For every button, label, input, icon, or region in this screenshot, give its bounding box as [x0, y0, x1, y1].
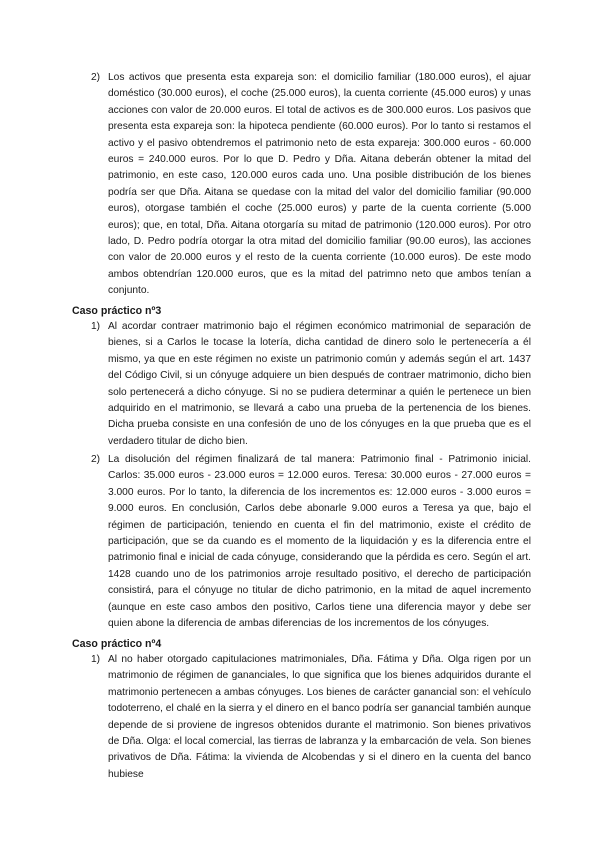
list-item — [91, 452, 531, 632]
list-number: 2) — [91, 454, 101, 465]
paragraph: La disolución del régimen finalizará de tal manera: Patrimonio final - Patrimonio inicial. Carlos: 35.000 euros - 23.000 euros = 12.000 euros. Teresa: 30.000 euros - 27.000 euros = 3.000 euros. Por lo tanto, la diferencia de los incrementos es: 12.000 euros - 3.000 euros = 9.000 euros. En conclusión, Carlos debe abonarle 9.000 euros a Teresa ya que, bajo el régimen de participación, teniendo en cuenta el fin del matrimonio, existe el crédito de participación, que se da cuando es el momento de la liquidación y es la diferencia entre el patrimonio final e inicial de cada cónyuge, considerando que la pérdida es cero. Según el art. 1428 cuando uno de los patrimonios arroje resultado positivo, el derecho de participación consistirá, para el cónyuge no titular de dicho patrimonio, en la mitad de aquel incremento (aunque en este caso ambos den positivo, Carlos tiene una diferencia mayor y debe ser quien abone la diferencia de ambas diferencias de los incrementos de los cónyuges. — [108, 454, 531, 630]
paragraph: Al no haber otorgado capitulaciones matrimoniales, Dña. Fátima y Dña. Olga rigen por un matrimonio de régimen de gananciales, lo que significa que los bienes adquiridos durante el matrimonio pertenecen a ambas cónyuges. Los bienes de carácter ganancial son: el vehículo todoterreno, el chalé en la sierra y el dinero en el banco podría ser ganancial también aunque depende de si proviene de ingresos obtenidos durante el matrimonio. Son bienes privativos de Dña. Olga: el local comercial, las tierras de labranza y la embarcación de vela. Son bienes privativos de Dña. Fátima: la vivienda de Alcobendas y si el dinero en la cuenta del banco hubiese — [108, 654, 531, 780]
list-item — [91, 652, 531, 783]
section-heading: Caso práctico nº3 — [72, 305, 162, 317]
paragraph: Al acordar contraer matrimonio bajo el régimen económico matrimonial de separación de bienes, si a Carlos le tocase la lotería, dicha cantidad de dinero solo le pertenecería a él mismo, ya que en este régimen no existe un patrimonio común y además según el art. 1437 del Código Civil, si un cónyuge adquiere un bien después de contraer matrimonio, dicho bien solo pertenecerá a dicho cónyuge. Si no se pudiera determinar a quién le pertenece un bien adquirido en el matrimonio, se llevará a cabo una prueba de la pertenencia de los bienes. Dicha prueba consiste en una confesión de uno de los cónyuges en la que prueba que es el verdadero titular de dicho bien. — [108, 321, 531, 447]
list-item — [91, 70, 531, 300]
section-heading: Caso práctico nº4 — [72, 638, 162, 650]
list-number: 1) — [91, 654, 101, 665]
paragraph: Los activos que presenta esta expareja son: el domicilio familiar (180.000 euros), el ajuar doméstico (30.000 euros), el coche (25.000 euros), la cuenta corriente (45.000 euros) y unas acciones con valor de 20.000 euros. El total de activos es de 300.000 euros. Los pasivos que presenta esta expareja son: la hipoteca pendiente (60.000 euros). Por lo tanto si restamos el activo y el pasivo obtendremos el patrimonio neto de esta expareja: 300.000 euros - 60.000 euros = 240.000 euros. Por lo que D. Pedro y Dña. Aitana deberán obtener la mitad del patrimonio, en este caso, 120.000 euros cada uno. Una posible distribución de los bienes podría ser que Dña. Aitana se quedase con la mitad del valor del domicilio familiar (90.000 euros), otorgase también el coche (25.000 euros) y parte de la cuenta corriente (5.000 euros); que, en total, Dña. Aitana otorgaría su mitad de patrimonio (120.000 euros). Por otro lado, D. Pedro podría otorgar la otra mitad del domicilio familiar (90.00 euros), las acciones con valor de 20.000 euros y el resto de la cuenta corriente (10.000 euros). De este modo ambos obtendrían 120.000 euros, que es la mitad del patrimno neto que ambos tenían a conjunto. — [108, 72, 531, 297]
list-number: 1) — [91, 321, 101, 332]
list-number: 2) — [91, 72, 101, 83]
list-item — [91, 319, 531, 450]
